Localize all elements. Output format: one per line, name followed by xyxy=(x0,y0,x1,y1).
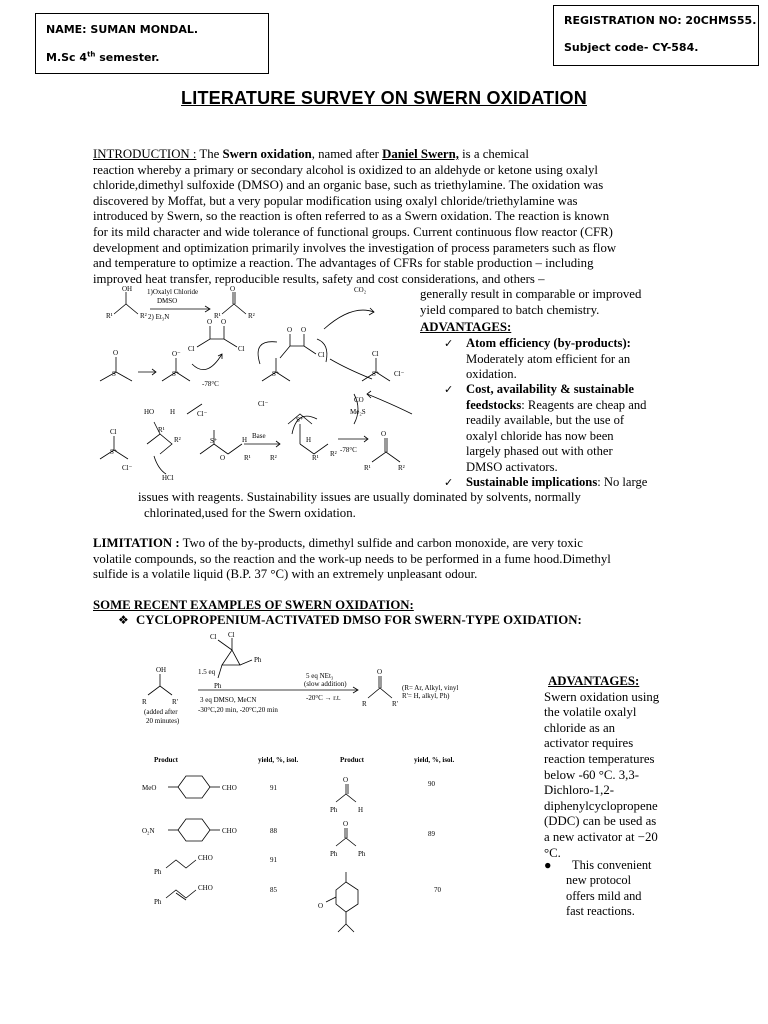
svg-text:R¹: R¹ xyxy=(312,454,319,462)
student-name: NAME: SUMAN MONDAL. xyxy=(46,23,199,36)
me2s-label: Me₂S xyxy=(350,408,366,416)
svg-text:O: O xyxy=(113,349,119,357)
svg-text:R': R' xyxy=(172,698,178,706)
scheme2-conditions-2: -30°C,20 min, -20°C,20 min xyxy=(198,706,278,714)
checkmark-icon: ✓ xyxy=(444,383,454,396)
svg-text:Cl: Cl xyxy=(188,345,195,353)
advantages-heading-1: ADVANTAGES: xyxy=(420,320,512,334)
checkmark-icon: ✓ xyxy=(444,476,454,489)
co2-label: CO₂ xyxy=(354,286,367,294)
svg-text:S⁺: S⁺ xyxy=(172,370,180,378)
svg-text:R¹: R¹ xyxy=(244,454,251,462)
svg-text:O: O xyxy=(207,318,213,326)
table-header-yield-2: yield, %, isol. xyxy=(414,756,455,764)
svg-text:Ph: Ph xyxy=(358,850,366,858)
svg-text:Ph: Ph xyxy=(154,868,162,876)
table-header-product-1: Product xyxy=(154,756,178,764)
scheme2-temp: -20°C → r.t. xyxy=(306,694,341,702)
r-group-note-1: (R= Ar, Alkyl, vinyl xyxy=(402,684,459,692)
svg-text:R¹: R¹ xyxy=(158,426,165,434)
advantages-panel-2: ADVANTAGES: Swern oxidation using the volatile oxalyl chloride as an activator requires reaction temperatures below -60 °C. 3,3- Dichloro-1,2- diphenylcyclopropene (DDC) can be used as a new activator at −20 °C. xyxy=(544,674,709,861)
svg-text:CHO: CHO xyxy=(198,884,213,892)
scheme2-equivalents: 1.5 eq xyxy=(198,668,216,676)
svg-text:Cl⁻: Cl⁻ xyxy=(122,464,133,472)
yield-value: 88 xyxy=(270,827,277,835)
svg-text:O: O xyxy=(343,776,349,784)
svg-text:H: H xyxy=(242,436,248,444)
subject-code: Subject code- CY-584. xyxy=(564,41,699,54)
table-header-product-2: Product xyxy=(340,756,364,764)
svg-text:R¹: R¹ xyxy=(214,312,221,320)
page-title: LITERATURE SURVEY ON SWERN OXIDATION xyxy=(181,88,587,108)
reagent-dmso: DMSO xyxy=(157,297,178,305)
svg-text:Ph: Ph xyxy=(154,898,162,906)
svg-text:Cl⁻: Cl⁻ xyxy=(197,410,208,418)
scheme2-base-1: 5 eq NEt₃ xyxy=(306,672,334,680)
svg-text:O: O xyxy=(230,285,236,293)
svg-text:O: O xyxy=(377,668,383,676)
svg-text:H: H xyxy=(170,408,176,416)
limitation-paragraph: LIMITATION : Two of the by-products, dimethyl sulfide and carbon monoxide, are very toxic volatile compounds, so the reaction and the work-up needs to be performed in a fume hood.Dimethyl sulfide is a volatile liquid (B.P. 37 °C) with an extremely unpleasant odour. xyxy=(93,536,611,582)
temp-label-1: -78°C xyxy=(202,380,219,388)
yield-value: 90 xyxy=(428,780,435,788)
r-group-note-2: R'= H, alkyl, Ph) xyxy=(402,692,450,700)
reagent-oxalyl-chloride: 1)Oxalyl Chloride xyxy=(147,288,199,296)
svg-text:R: R xyxy=(142,698,147,706)
advantages-heading-2: ADVANTAGES: xyxy=(548,674,640,688)
svg-text:Cl: Cl xyxy=(210,633,217,641)
base-label: Base xyxy=(252,432,266,440)
product-yield-table xyxy=(140,752,480,947)
svg-text:S: S xyxy=(112,370,116,378)
svg-text:R²: R² xyxy=(174,436,181,444)
svg-text:Cl: Cl xyxy=(110,428,117,436)
svg-text:O: O xyxy=(221,318,227,326)
svg-text:Cl⁻: Cl⁻ xyxy=(258,400,269,408)
advantage-item-atom-efficiency: ✓ Atom efficiency (by-products): Moderately atom efficient for an oxidation. xyxy=(444,336,631,381)
scheme2-conditions-1: 3 eq DMSO, MeCN xyxy=(200,696,257,704)
svg-text:OH: OH xyxy=(156,666,167,674)
registration-number: REGISTRATION NO: 20CHMS55. xyxy=(564,14,757,27)
svg-text:CHO: CHO xyxy=(222,827,237,835)
svg-text:S⁺: S⁺ xyxy=(110,448,118,456)
svg-text:R²: R² xyxy=(140,312,147,320)
svg-text:S⁺: S⁺ xyxy=(372,370,380,378)
diamond-bullet-icon: ❖ xyxy=(118,613,129,627)
intro-continuation: generally result in comparable or improved yield compared to batch chemistry. xyxy=(420,287,642,317)
svg-text:O: O xyxy=(318,902,324,910)
co-label: CO xyxy=(354,396,364,404)
svg-text:HO: HO xyxy=(144,408,155,416)
reagent-et3n: 2) Et₃N xyxy=(148,313,170,321)
examples-heading: SOME RECENT EXAMPLES OF SWERN OXIDATION: xyxy=(93,598,414,612)
svg-text:O: O xyxy=(381,430,387,438)
svg-text:H: H xyxy=(306,436,312,444)
svg-text:Cl⁻: Cl⁻ xyxy=(394,370,405,378)
yield-value: 70 xyxy=(434,886,441,894)
svg-text:CHO: CHO xyxy=(222,784,237,792)
cyclopropenium-scheme xyxy=(140,630,480,730)
advantage-item-sustainable: ✓ Sustainable implications: No large xyxy=(444,475,648,489)
temp-label-2: -78°C xyxy=(340,446,357,454)
svg-text:S⁺: S⁺ xyxy=(296,416,304,424)
yield-value: 91 xyxy=(270,784,277,792)
svg-text:Cl: Cl xyxy=(372,350,379,358)
svg-text:CHO: CHO xyxy=(198,854,213,862)
svg-text:O: O xyxy=(220,454,226,462)
yield-value: 91 xyxy=(270,856,277,864)
svg-text:S⁺: S⁺ xyxy=(210,437,218,445)
svg-text:OH: OH xyxy=(122,285,133,293)
course-semester: M.Sc 4th semester. xyxy=(46,50,160,64)
daniel-swern-name: Daniel Swern, xyxy=(382,147,459,161)
name-box xyxy=(35,13,269,74)
bullet-dot-icon: ● xyxy=(544,858,552,872)
svg-text:S⁺: S⁺ xyxy=(272,370,280,378)
svg-text:Ph: Ph xyxy=(254,656,262,664)
advantages-bullet: ● This convenient new protocol offers mild and fast reactions. xyxy=(544,858,652,919)
scheme2-base-2: (slow addition) xyxy=(304,680,347,688)
svg-text:O₂N: O₂N xyxy=(142,827,155,835)
svg-text:O: O xyxy=(287,326,293,334)
svg-text:R²: R² xyxy=(248,312,255,320)
registration-box xyxy=(553,5,759,66)
svg-text:R¹: R¹ xyxy=(106,312,113,320)
svg-text:R¹: R¹ xyxy=(364,464,371,472)
yield-value: 85 xyxy=(270,886,277,894)
sustainability-wrap-text: issues with reagents. Sustainability issues are usually dominated by solvents, normally chlorinated,used for the Swern oxidation. xyxy=(138,490,581,520)
svg-text:Cl: Cl xyxy=(228,631,235,639)
svg-text:O⁻: O⁻ xyxy=(172,350,181,358)
limitation-heading: LIMITATION : xyxy=(93,536,180,550)
svg-text:R²: R² xyxy=(270,454,277,462)
added-note-1: (added after xyxy=(144,708,178,716)
introduction-paragraph: INTRODUCTION : The Swern oxidation, named after Daniel Swern, is a chemical reaction whereby a primary or secondary alcohol is oxidized to an aldehyde or ketone using oxalyl chloride,dimethyl sulfoxide (DMSO) and an organic base, such as triethylamine. The oxidation was discovered by Moffat, but a very popular modification using oxalyl chloride/triethylamine was introduced by Swern, so the reaction is often referred to as a Swern oxidation. The reaction is known for its mild character and wide tolerance of functional groups. Current continuous flow reactor (CFR) development and optimization primarily involves the investigation of process parameters such as flow and temperature to optimize a reaction. The advantages of CFRs for stable production – including improved heat transfer, reproducible results, safety and cost considerations, and others – xyxy=(93,147,617,286)
table-header-yield-1: yield, %, isol. xyxy=(258,756,299,764)
svg-text:MeO: MeO xyxy=(142,784,157,792)
examples-subheading: ❖ CYCLOPROPENIUM-ACTIVATED DMSO FOR SWERN-TYPE OXIDATION: xyxy=(118,613,582,627)
svg-text:H: H xyxy=(358,806,364,814)
swern-mechanism-scheme xyxy=(92,284,422,489)
svg-text:O: O xyxy=(343,820,349,828)
svg-text:Ph: Ph xyxy=(214,682,222,690)
svg-text:R²: R² xyxy=(398,464,405,472)
yield-value: 89 xyxy=(428,830,435,838)
advantage-item-cost: ✓ Cost, availability & sustainable feedstocks: Reagents are cheap and readily available, but the use of oxalyl chloride has now been largely phased out with other DMSO activators. xyxy=(444,382,647,474)
hcl-label: HCl xyxy=(162,474,174,482)
svg-text:R: R xyxy=(362,700,367,708)
svg-text:Ph: Ph xyxy=(330,806,338,814)
intro-heading: INTRODUCTION : xyxy=(93,147,197,161)
svg-text:Cl: Cl xyxy=(238,345,245,353)
svg-text:R': R' xyxy=(392,700,398,708)
added-note-2: 20 minutes) xyxy=(146,717,180,725)
svg-text:R²: R² xyxy=(330,450,337,458)
checkmark-icon: ✓ xyxy=(444,337,454,350)
svg-text:Cl: Cl xyxy=(318,351,325,359)
svg-text:Ph: Ph xyxy=(330,850,338,858)
svg-text:O: O xyxy=(301,326,307,334)
